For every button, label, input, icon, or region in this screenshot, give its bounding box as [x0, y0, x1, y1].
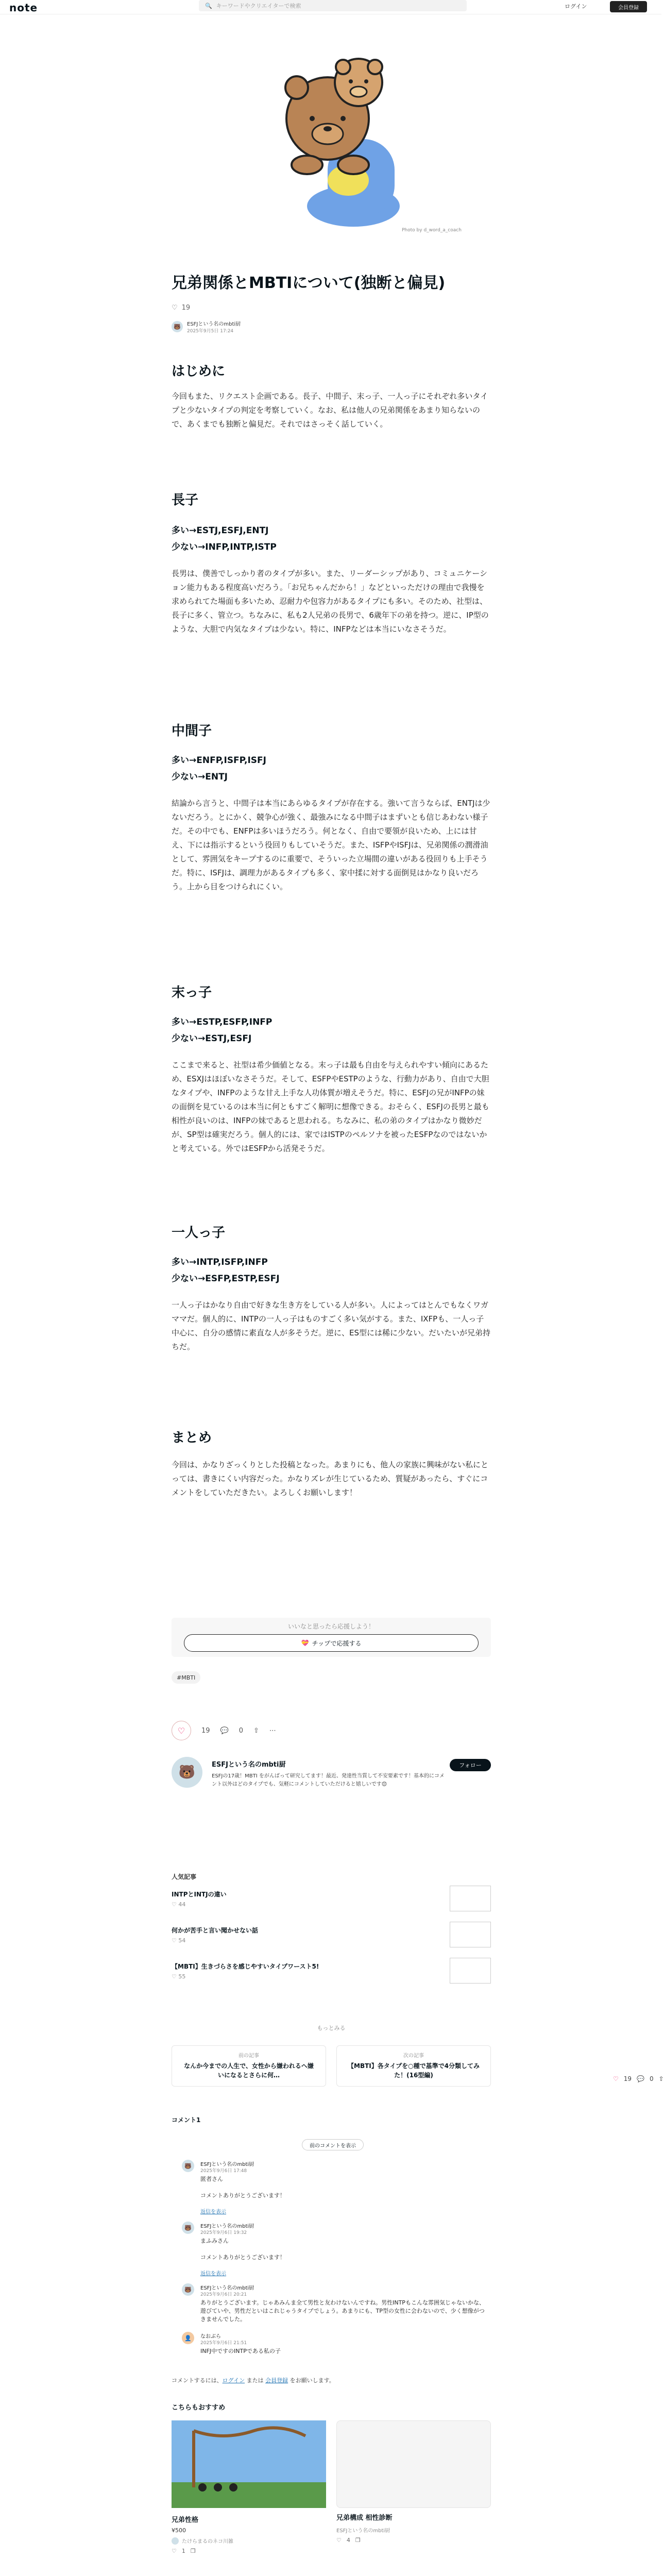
login-note-signup-link[interactable]: 会員登録	[265, 2377, 288, 2384]
floating-share-icon[interactable]: ⇧	[658, 2075, 664, 2082]
section-heading-intro: はじめに	[172, 364, 226, 379]
floating-heart-icon[interactable]: ♡	[613, 2075, 619, 2082]
next-label: 次の記事	[403, 2053, 424, 2059]
avatar[interactable]: 👤	[182, 2332, 194, 2344]
popular-like-count: 55	[178, 1973, 186, 1980]
section-body-only: 一人っ子はかなり自由で好きな生き方をしている人が多い。人によってはとんでもなくワガママだ。個人的に、INTPの一人っ子はものすごく多い気がする。また、IXFPも、一人っ子中心に、自分の感情に素直な人が多そうだ。逆に、ES型には稀に少ない。だいたいが兄弟持ちだ。	[172, 1300, 491, 1351]
comments-heading: コメント1	[172, 2116, 201, 2124]
login-note-post: をお願いします。	[288, 2377, 335, 2384]
popular-likes: ♡ 44	[172, 1901, 186, 1908]
popular-title[interactable]: 【MBTI】生きづらさを感じやすいタイプワースト5!	[172, 1963, 319, 1970]
card-author	[172, 2537, 326, 2545]
show-previous-comments-button[interactable]: 前のコメントを表示	[302, 2139, 364, 2150]
search-placeholder: キーワードやクリエイターで検索	[216, 3, 301, 9]
card-thumbnail[interactable]	[172, 2420, 326, 2508]
prev-label: 前の記事	[239, 2053, 259, 2059]
hero-illustration	[235, 62, 433, 237]
section-heading-youngest: 末っ子	[172, 985, 212, 1001]
list-item[interactable]	[172, 1958, 491, 1989]
section-sub-youngest-many: 多い→ESTP,ESFP,INFP	[172, 1017, 273, 1027]
popular-heading: 人気記事	[172, 1873, 197, 1880]
photographer-link[interactable]: d_word_a_coach	[423, 228, 462, 233]
section-body-youngest: ここまで来ると、社型は希少価値となる。末っ子は最も自由を与えられやすい傾向にあるため、ESXJはほぼいなさそうだ。そして、ESFPやESTPのような、行動力があり、自由で大胆なタイプや、INFPのような甘え上手な人功体質が増えそうだ。特に、ESFJの兄がINFPの妹の面倒を見ているのは本当に何ともすごく解明に想像できる。おそらく、ESFJの長男と最も相性が良いのは、INFPの妹であると思われる。ちなみに、私の弟のタイプはかなり微妙だが、SP型は確実だろう。個人的には、家ではISTPのペルソナを被ったESFPなのではないかと考えている。外ではESFPから活発そうだ。	[172, 1060, 489, 1153]
search-icon: 🔍	[205, 2, 212, 9]
search-input[interactable]	[199, 0, 467, 11]
tip-button[interactable]	[184, 1634, 479, 1652]
author-bio: ESFJの17歳！MBTI をがんばって研究してます！最近、発達性当質して不安要素です！基本的にコメント以外はどのタイプでも、気軽にコメントしていただけると嬉しいです😊	[212, 1773, 445, 1787]
login-note-login-link[interactable]: ログイン	[222, 2377, 245, 2384]
avatar[interactable]: 🐻	[182, 2160, 194, 2172]
bookmark-icon[interactable]: ❐	[355, 2537, 361, 2544]
thumbnail[interactable]	[450, 1958, 491, 1984]
comment-body: 匿者さん コメントありがとうございます！	[200, 2176, 285, 2199]
popular-likes: ♡ 54	[172, 1937, 186, 1944]
card-like-count: 1	[181, 2548, 185, 2554]
floating-comment-icon[interactable]: 💬	[637, 2075, 644, 2082]
author-avatar[interactable]: 🐻	[172, 1757, 202, 1788]
heart-icon[interactable]: ♡	[172, 2548, 177, 2554]
login-note-mid: または	[245, 2377, 266, 2384]
login-note-pre: コメントするには、	[172, 2377, 223, 2384]
card-stats	[336, 2537, 491, 2544]
avatar[interactable]: 🐻	[182, 2283, 194, 2296]
avatar[interactable]: 🐻	[182, 2222, 194, 2234]
card-author-name[interactable]: たけらまるのネコ川雑	[182, 2539, 233, 2545]
section-heading-summary: まとめ	[172, 1430, 212, 1446]
note-logo[interactable]: note	[9, 2, 38, 14]
comment-count: 0	[239, 1726, 244, 1735]
floating-action-bar	[613, 2075, 664, 2082]
photo-credit	[402, 228, 462, 233]
tip-prompt: いいなと思ったら応援しよう！	[287, 1623, 374, 1630]
comment-body: ありがとうございます。じゃあみんま全て男性と友わけないんですね。男性INTPもこんな雰囲気じゃないかな、遊びていや、男性だといはこれじゃうタイプでしょう。あまりにも、TP型の女性に会わないので、少く想像がつきませんでした。	[200, 2299, 485, 2323]
comment-author[interactable]: なおぶら	[200, 2334, 221, 2340]
popular-likes: ♡ 55	[172, 1973, 186, 1980]
photo-by-label: Photo by	[402, 228, 422, 233]
section-sub-only-many: 多い→INTP,ISFP,INFP	[172, 1257, 268, 1267]
card-stats	[172, 2548, 326, 2554]
title-like-row	[172, 304, 190, 312]
thumbnail[interactable]	[450, 1922, 491, 1947]
section-heading-only: 一人っ子	[172, 1225, 226, 1241]
card-like-count: 4	[346, 2537, 350, 2544]
author-name[interactable]: ESFJという名のmbti厨	[212, 1761, 286, 1769]
more-menu-icon[interactable]: ⋯	[269, 1726, 276, 1735]
author-profile-card	[172, 1757, 491, 1824]
thumbnail[interactable]	[450, 1886, 491, 1911]
card-title: 兄弟構成 相性診断	[336, 2514, 393, 2522]
prev-article-link[interactable]	[172, 2045, 326, 2087]
comment-date: 2025年9月6日 19:32	[200, 2230, 247, 2235]
bookmark-icon[interactable]: ❐	[190, 2548, 196, 2554]
popular-like-count: 54	[178, 1937, 186, 1944]
more-link[interactable]: もっとみる	[317, 2025, 346, 2031]
tip-box	[172, 1618, 491, 1657]
popular-like-count: 44	[178, 1901, 186, 1908]
byline-date: 2025年9月5日 17:24	[187, 329, 234, 334]
article-title: 兄弟関係とMBTIについて(独断と偏見)	[172, 274, 446, 292]
section-body-eldest: 長男は、僕善でしっかり者のタイプが多い。また、リーダーシップがあり、コミュニケーション能力もある程度高いだろう。「お兄ちゃんだから！」などといっただけの理由で我慢を求められてた場面も多いため、忍耐力や包容力があるタイプにも多い。そのため、社型は、長子に多く、管立つ。ちなみに、私も2人兄弟の長男で、6歳年下の弟を持つ。逆に、IP型のような、大胆で内気なタイプは少ない。特に、INFPなどは本当にいなさそうだ。	[172, 569, 489, 634]
comment-author[interactable]: ESFJという名のmbti厨	[200, 2224, 254, 2229]
section-sub-youngest-few: 少ない→ESTJ,ESFJ	[172, 1033, 252, 1044]
recommend-card[interactable]	[172, 2420, 326, 2554]
section-heading-middle: 中間子	[172, 723, 212, 739]
like-count: 19	[201, 1726, 210, 1735]
like-button[interactable]: ♡	[172, 1721, 191, 1740]
comment-date: 2025年9月6日 20:21	[200, 2292, 247, 2297]
section-sub-eldest-many: 多い→ESTJ,ESFJ,ENTJ	[172, 526, 269, 536]
share-icon[interactable]: ⇧	[253, 1726, 259, 1735]
next-article-link[interactable]	[336, 2045, 491, 2087]
heart-icon[interactable]: ♡	[336, 2537, 342, 2544]
tip-button-label: チップで応援する	[312, 1639, 362, 1647]
title-like-count: 19	[181, 304, 191, 312]
comments-section	[172, 2115, 491, 2354]
section-sub-only-few: 少ない→ESFP,ESTP,ESFJ	[172, 1274, 280, 1284]
comment-date: 2025年9月6日 21:51	[200, 2341, 247, 2346]
login-link[interactable]: ログイン	[565, 3, 587, 10]
floating-like-count: 19	[623, 2075, 632, 2082]
card-price: ¥500	[172, 2527, 186, 2534]
section-sub-eldest-few: 少ない→INFP,INTP,ISTP	[172, 542, 277, 552]
avatar	[172, 2537, 179, 2545]
section-body-intro: 今回もまた、リクエスト企画である。長子、中間子、末っ子、一人っ子にそれぞれ多いタイプと少ないタイプの判定を考察していく。なお、私は他人の兄弟関係をあまり知らないので、あくまでも独断と偏見だ。それではさっそく話していく。	[172, 392, 488, 429]
recommendations	[172, 2402, 491, 2554]
recommend-card[interactable]	[336, 2420, 491, 2544]
comment-body: まふみさん コメントありがとうございます！	[200, 2238, 285, 2261]
floating-comment-count: 0	[650, 2075, 654, 2082]
article-actions	[172, 1721, 276, 1740]
popular-title[interactable]: INTPとINTJの違い	[172, 1891, 227, 1898]
signup-button[interactable]: 会員登録	[610, 1, 647, 12]
section-body-middle: 結論から言うと、中間子は本当にあらゆるタイプが存在する。強いて言うならば、ENTJは少ないだろう。とにかく、競争心が強く、最強みになる中間子はまずいとも信じあわない様子だ。その中でも、ENFPは多いほうだろう。何となく、自由で要領が良いため、上には甘え、下には指示するという役回りもしていそうだ。また、ISFPやISFJは、兄弟関係の潤滑油として、雰囲気をキープするのに重要で、そういった立場間の違いがある役回りも上手そうだ。特に、ISFJは、調理力があるタイプも多く、家中揉に対する面倒見はかなり良いだろう。上から目をつけられにくい。	[172, 799, 490, 891]
prev-title: なんか今までの人生で、女性から嫌われるへ嫌いになるとさらに何…	[184, 2062, 314, 2079]
section-sub-middle-many: 多い→ENFP,ISFP,ISFJ	[172, 755, 266, 766]
card-thumbnail[interactable]	[336, 2420, 491, 2508]
popular-articles	[172, 1872, 491, 1980]
section-heading-eldest: 長子	[172, 493, 199, 508]
list-item[interactable]	[172, 1886, 491, 1917]
hashtag-mbti[interactable]: #MBTI	[172, 1671, 200, 1684]
recommendations-heading: こちらもおすすめ	[172, 2404, 226, 2412]
comment-date: 2025年9月6日 17:48	[200, 2168, 247, 2174]
card-author-name[interactable]: ESFJという名のmbti厨	[336, 2528, 390, 2534]
avatar: 🐻	[172, 321, 183, 332]
card-title: 兄弟性格	[172, 2516, 199, 2524]
comment-login-note	[172, 2376, 335, 2384]
author-byline[interactable]	[172, 319, 241, 334]
section-sub-middle-few: 少ない→ENTJ	[172, 772, 228, 782]
section-body-summary: 今回は、かなりざっくりとした投稿となった。あまりにも、他人の家族に興味がない私にとっては、書きにくい内容だった。かなりズレが生じているため、質疑があったら、すぐにコメントをしていただきたい。よろしくお願いします！	[172, 1460, 489, 1497]
byline-author-name[interactable]: ESFJという名のmbti厨	[187, 321, 241, 327]
list-item[interactable]	[172, 1922, 491, 1953]
show-replies-link[interactable]: 返信を表示	[200, 2209, 226, 2215]
heart-icon[interactable]: ♡	[172, 304, 178, 312]
card-author	[336, 2526, 491, 2534]
popular-title[interactable]: 何かが苦手と言い聞かせない話	[172, 1927, 259, 1934]
top-nav-bar	[0, 0, 661, 14]
next-title: 【MBTI】各タイプを○種で基準で4分類してみた！(16型編)	[348, 2062, 480, 2079]
comment-author[interactable]: ESFJという名のmbti厨	[200, 2285, 254, 2291]
show-replies-link[interactable]: 返信を表示	[200, 2271, 226, 2277]
tip-icon: 💝	[301, 1639, 309, 1647]
comment-author[interactable]: ESFJという名のmbti厨	[200, 2162, 254, 2167]
comment-body: INFJ中ですのINTPである私の子	[200, 2348, 281, 2354]
follow-button[interactable]: フォロー	[450, 1759, 491, 1771]
comment-icon[interactable]: 💬	[220, 1726, 229, 1735]
